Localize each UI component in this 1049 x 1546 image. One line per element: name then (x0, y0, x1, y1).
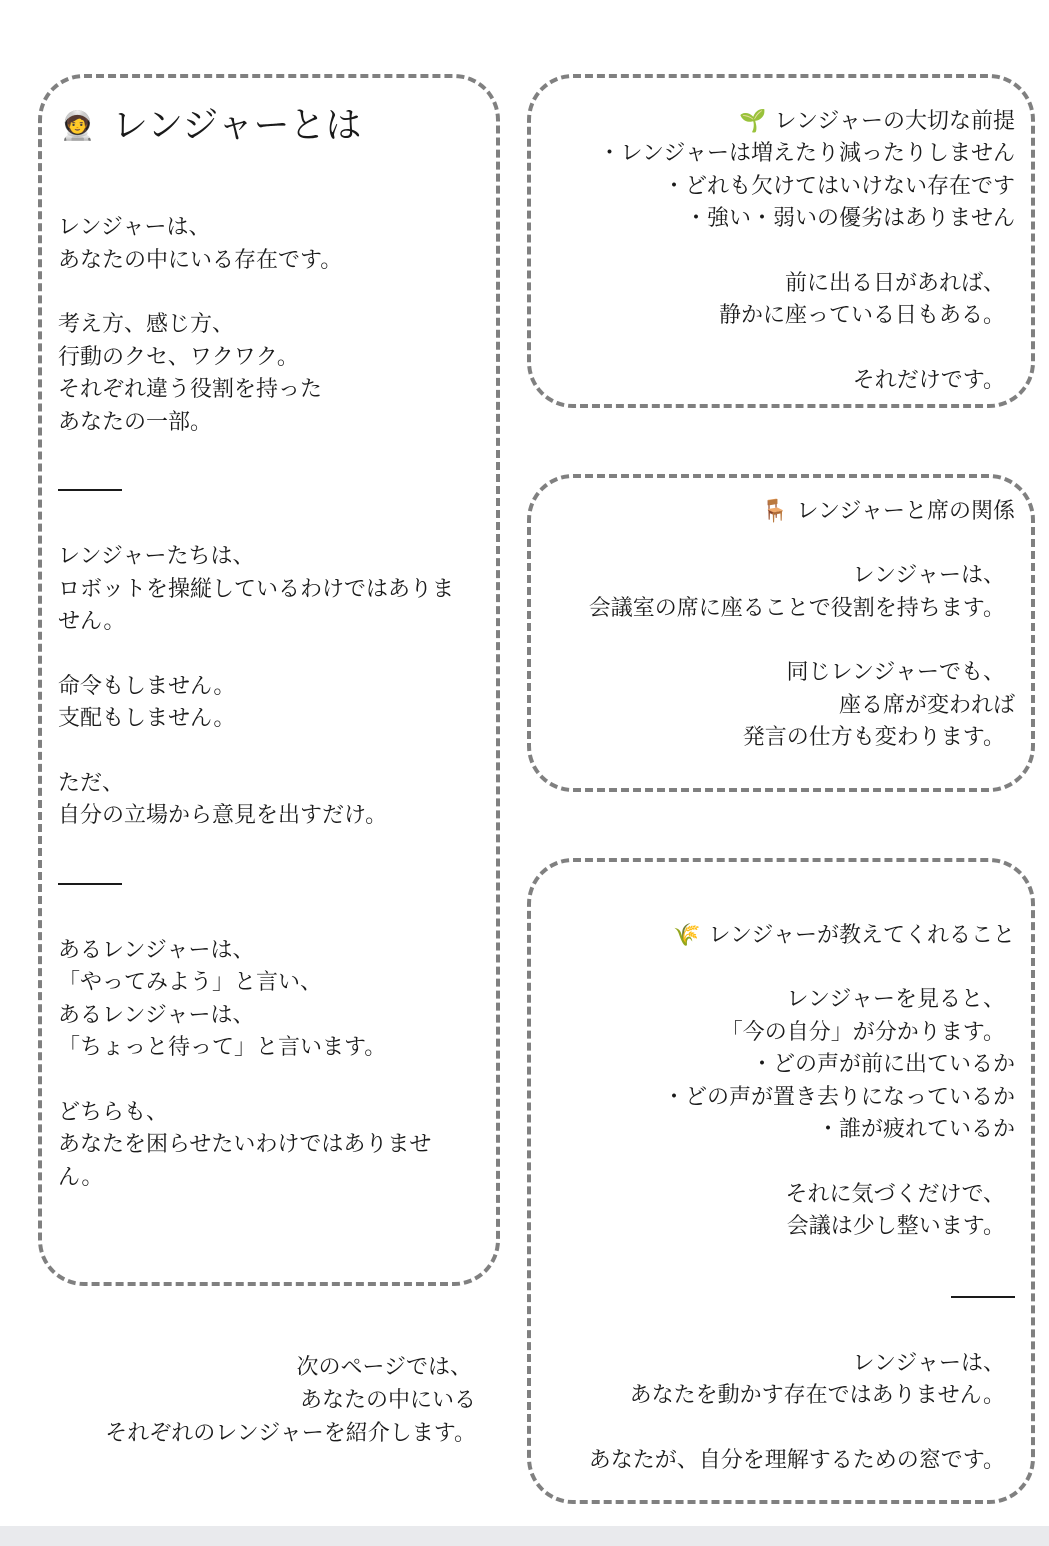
text-line: 会議室の席に座ることで役割を持ちます。 (588, 595, 1005, 621)
text-line: レンジャーは、 (852, 1350, 1005, 1376)
text-line: あるレンジャーは、 (58, 1002, 255, 1028)
text-line: ただ、 (58, 770, 125, 796)
text-line: あなたの中にいる存在です。 (58, 247, 343, 273)
text-line: あなたを困らせたいわけではありません。 (58, 1132, 432, 1190)
text-line: 次のページでは、 (296, 1355, 472, 1380)
bullet-item: ・どの声が前に出ているか (750, 1052, 1015, 1077)
text-line: ロボットを操縦しているわけではありません。 (58, 576, 455, 634)
paragraph (547, 1179, 1015, 1244)
text-line: 発言の仕方も変わります。 (742, 725, 1005, 750)
paragraph (547, 1348, 1015, 1413)
card-heading-text: レンジャーと席の関係 (796, 499, 1015, 524)
text-line: あなたを動かす存在ではありません。 (629, 1383, 1005, 1408)
ranger-premise-card (527, 74, 1035, 408)
paragraph (58, 541, 480, 639)
text-line: レンジャーを見ると、 (786, 987, 1005, 1012)
divider (58, 489, 122, 491)
text-line: あなたの一部。 (58, 409, 213, 435)
bullet-item: ・強い・弱いの優劣はありません (684, 206, 1015, 231)
text-line: レンジャーは、 (58, 215, 211, 240)
paragraph (547, 268, 1015, 333)
ranger-intro-card (38, 74, 500, 1286)
bullet-item: ・どの声が置き去りになっているか (662, 1084, 1015, 1110)
paragraph (58, 1097, 480, 1195)
paragraph (58, 212, 480, 277)
bullet-item: ・誰が疲れているか (816, 1117, 1015, 1142)
paragraph (547, 657, 1015, 755)
paragraph (547, 560, 1015, 625)
text-line: 静かに座っている日もある。 (718, 303, 1005, 328)
card-heading (547, 106, 1015, 138)
text-line: あなたの中にいる (299, 1388, 476, 1413)
paragraph (58, 935, 480, 1065)
bullet-item: ・どれも欠けてはいけない存在です (662, 173, 1015, 199)
paragraph (547, 365, 1015, 398)
ranger-teaching-card (527, 858, 1035, 1504)
card-heading-text: レンジャーが教えてくれること (708, 923, 1015, 948)
text-line: レンジャーは、 (852, 563, 1005, 588)
text-line: 自分の立場から意見を出すだけ。 (58, 803, 388, 828)
astronaut-icon: 🧑‍🚀 (60, 109, 95, 142)
text-line: 命令もしません。 (58, 673, 236, 699)
text-line: それぞれのレンジャーを紹介します。 (105, 1421, 476, 1446)
text-line: 行動のクセ、ワクワク。 (58, 344, 299, 370)
divider (951, 1296, 1015, 1298)
card-heading-text: レンジャーの大切な前提 (774, 109, 1015, 134)
seedling-icon: 🌱 (739, 109, 767, 134)
text-line: 同じレンジャーでも、 (786, 660, 1005, 685)
paragraph (58, 768, 480, 833)
text-line: 「やってみよう」と言い、 (58, 970, 323, 995)
rice-ear-icon: 🌾 (673, 923, 701, 948)
bullet-item: ・レンジャーは増えたり減ったりしません (598, 141, 1015, 166)
text-line: 考え方、感じ方、 (58, 312, 235, 337)
text-line: どちらも、 (58, 1099, 169, 1125)
text-line: 「ちょっと待って」と言います。 (58, 1035, 387, 1060)
next-page-note (40, 1351, 476, 1450)
card-heading (547, 920, 1015, 952)
text-line: あるレンジャーは、 (58, 937, 255, 963)
card-title-text: レンジャーとは (112, 105, 362, 146)
paragraph (58, 309, 480, 439)
text-line: 支配もしません。 (58, 706, 236, 731)
text-line: 座る席が変われば (838, 692, 1015, 718)
divider (58, 883, 122, 885)
bottom-strip (0, 1526, 1049, 1546)
ranger-seat-card (527, 474, 1035, 792)
text-line: それだけです。 (852, 367, 1005, 393)
text-line: あなたが、自分を理解するための窓です。 (588, 1447, 1005, 1473)
text-line: 会議は少し整います。 (786, 1214, 1005, 1239)
paragraph (547, 984, 1015, 1147)
text-line: 前に出る日があれば、 (784, 270, 1005, 296)
card-title (60, 100, 480, 152)
text-line: それに気づくだけで、 (785, 1181, 1005, 1207)
paragraph (547, 1445, 1015, 1478)
chair-icon: 🪑 (761, 499, 789, 524)
text-line: 「今の自分」が分かります。 (720, 1019, 1005, 1045)
text-line: レンジャーたちは、 (58, 544, 255, 569)
card-heading (547, 496, 1015, 528)
paragraph (58, 671, 480, 736)
text-line: それぞれ違う役割を持った (58, 377, 323, 402)
